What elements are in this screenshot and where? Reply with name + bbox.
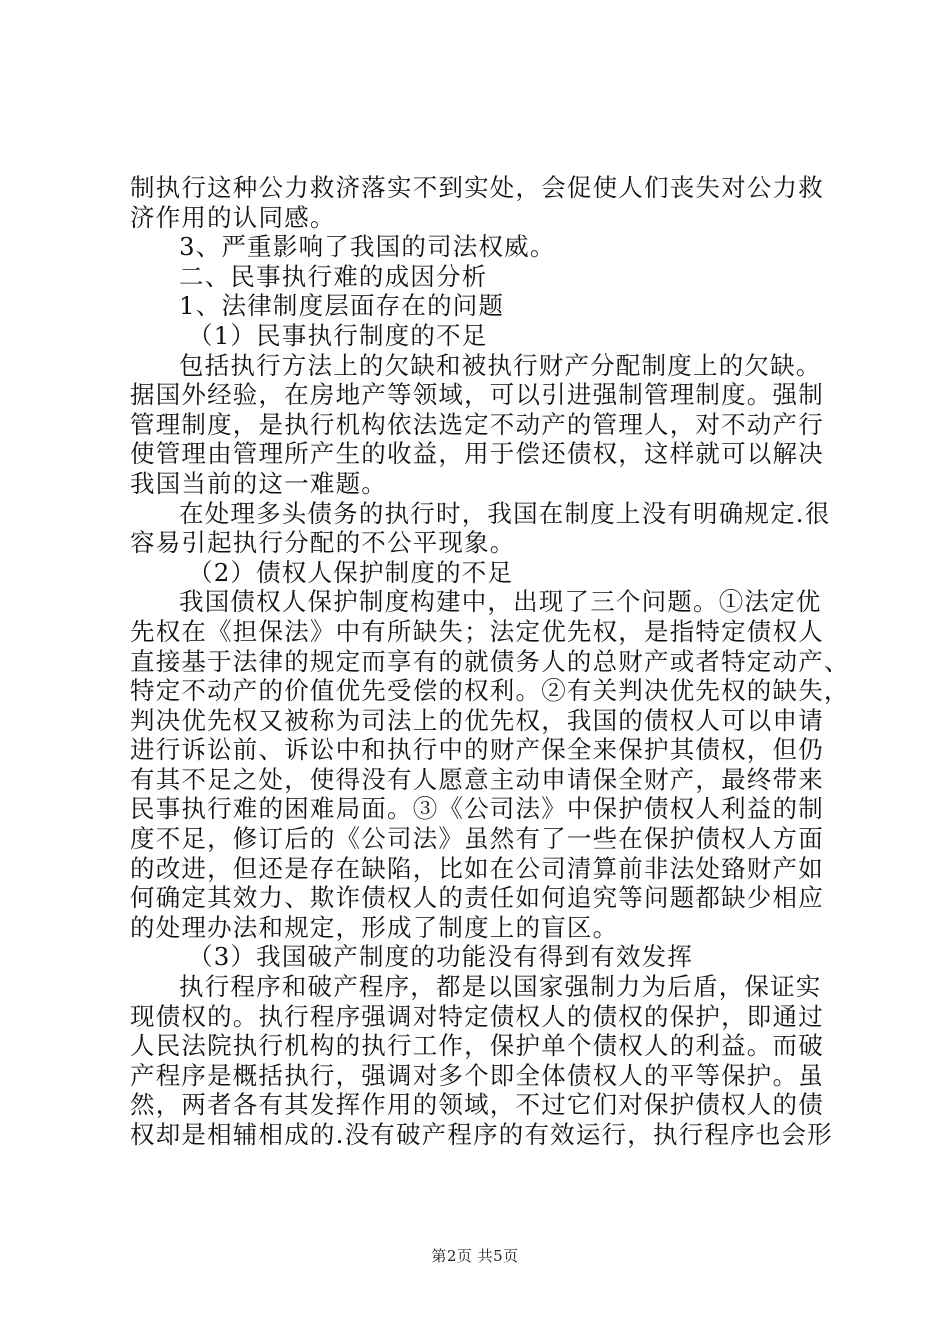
text-line: 进行诉讼前、诉讼中和执行中的财产保全来保护其债权，但仍 <box>130 735 824 765</box>
text-line: 直接基于法律的规定而享有的就债务人的总财产或者特定动产、 <box>130 646 850 676</box>
text-line: 我国债权人保护制度构建中，出现了三个问题。①法定优 <box>179 587 822 617</box>
text-line: （2）债权人保护制度的不足 <box>188 557 514 587</box>
text-line: 判决优先权又被称为司法上的优先权，我国的债权人可以申请 <box>130 705 824 735</box>
text-line: 度不足，修订后的《公司法》虽然有了一些在保护债权人方面 <box>130 824 824 854</box>
text-line: 民事执行难的困难局面。③《公司法》中保护债权人利益的制 <box>130 794 824 824</box>
text-line: 二、民事执行难的成因分析 <box>179 261 488 291</box>
text-line: 包括执行方法上的欠缺和被执行财产分配制度上的欠缺。 <box>179 350 822 380</box>
text-line: 我国当前的这一难题。 <box>130 468 387 498</box>
text-line: 的处理办法和规定，形成了制度上的盲区。 <box>130 912 619 942</box>
text-line: 人民法院执行机构的执行工作，保护单个债权人的利益。而破 <box>130 1031 824 1061</box>
text-line: 容易引起执行分配的不公平现象。 <box>130 528 516 558</box>
text-line: 使管理由管理所产生的收益，用于偿还债权，这样就可以解决 <box>130 439 824 469</box>
page-footer: 第2页 共5页 <box>431 1247 519 1265</box>
text-line: 然，两者各有其发挥作用的领域，不过它们对保护债权人的债 <box>130 1090 824 1120</box>
text-line: 现债权的。执行程序强调对特定债权人的债权的保护，即通过 <box>130 1001 824 1031</box>
text-line: 先权在《担保法》中有所缺失；法定优先权，是指特定债权人 <box>130 616 824 646</box>
text-line: 据国外经验，在房地产等领域，可以引进强制管理制度。强制 <box>130 380 824 410</box>
text-line: （1）民事执行制度的不足 <box>188 320 488 350</box>
text-line: 何确定其效力、欺诈债权人的责任如何追究等问题都缺少相应 <box>130 883 824 913</box>
text-line: 产程序是概括执行，强调对多个即全体债权人的平等保护。虽 <box>130 1060 824 1090</box>
text-line: 制执行这种公力救济落实不到实处，会促使人们丧失对公力救 <box>130 173 824 202</box>
text-line: 在处理多头债务的执行时，我国在制度上没有明确规定.很 <box>179 498 831 528</box>
text-line: 有其不足之处，使得没有人愿意主动申请保全财产，最终带来 <box>130 764 824 794</box>
text-line: 执行程序和破产程序，都是以国家强制力为后盾，保证实 <box>179 972 822 1002</box>
text-line: 的改进，但还是存在缺陷，比如在公司清算前非法处臵财产如 <box>130 853 824 883</box>
text-line: 济作用的认同感。 <box>130 202 336 232</box>
text-line: 1、法律制度层面存在的问题 <box>179 291 505 321</box>
text-line: 特定不动产的价值优先受偿的权利。②有关判决优先权的缺失， <box>130 676 850 706</box>
text-line: （3）我国破产制度的功能没有得到有效发挥 <box>188 942 694 972</box>
text-line: 权却是相辅相成的.没有破产程序的有效运行，执行程序也会形 <box>130 1120 833 1149</box>
text-line: 3、严重影响了我国的司法权威。 <box>179 232 556 262</box>
text-line: 管理制度，是执行机构依法选定不动产的管理人，对不动产行 <box>130 409 824 439</box>
body-text <box>130 173 850 1150</box>
